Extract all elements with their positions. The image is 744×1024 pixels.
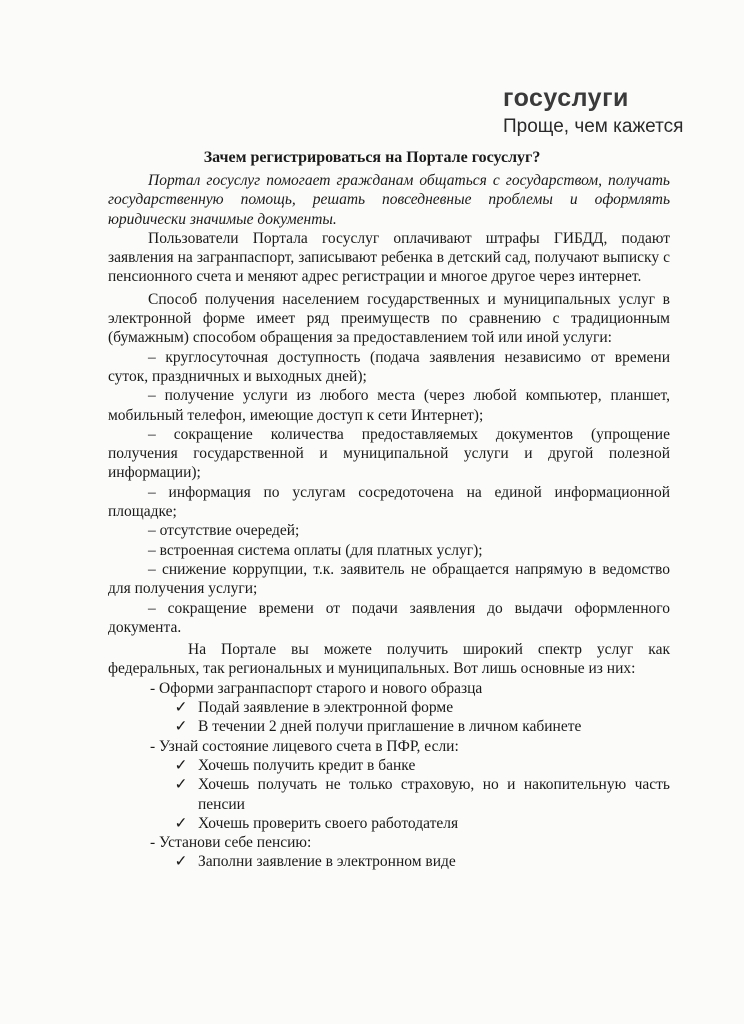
- service-step: [150, 775, 670, 814]
- check-icon: ✓: [174, 756, 188, 774]
- step-text: Подай заявление в электронной форме: [198, 699, 454, 717]
- intro-paragraph: Портал госуслуг помогает гражданам общаться с государством, получать государственную помощь, решать повседневные проблемы и оформлять юридически значимые документы.: [108, 172, 670, 228]
- service-step: [150, 756, 670, 775]
- service-group: [108, 737, 670, 833]
- service-step: [150, 852, 670, 871]
- advantage-item: – информация по услугам сосредоточена на единой информационной площадке;: [108, 483, 670, 521]
- advantage-item: – круглосуточная доступность (подача заявления независимо от времени суток, праздничных и выходных дней);: [108, 348, 670, 385]
- step-text: Хочешь получать не только страховую, но и накопительную часть пенсии: [198, 776, 670, 813]
- step-text: Хочешь проверить своего работодателя: [198, 814, 459, 832]
- paragraph-users: Пользователи Портала госуслуг оплачивают штрафы ГИБДД, подают заявления на загранпаспорт, записывают ребенка в детский сад, получают выписку с пенсионного счета и меняют адрес регистрации и многое другое через интернет.: [108, 229, 670, 286]
- service-step: [150, 717, 670, 736]
- check-icon: ✓: [174, 814, 188, 832]
- service-title: - Установи себе пенсию:: [150, 834, 312, 852]
- check-icon: ✓: [174, 699, 188, 717]
- advantage-item: – получение услуги из любого места (через любой компьютер, планшет, мобильный телефон, имеющие доступ к сети Интернет);: [108, 387, 670, 424]
- advantage-item: – отсутствие очередей;: [148, 522, 300, 540]
- brand-name: госуслуги: [503, 84, 629, 112]
- check-icon: ✓: [174, 718, 188, 736]
- service-step: [150, 814, 670, 833]
- service-group: [108, 833, 670, 872]
- paragraph-method: Способ получения населением государственных и муниципальных услуг в электронной форме имеет ряд преимуществ по сравнению с традиционным (бумажным) способом обращения за предоставлением той или иной услуги:: [108, 290, 670, 347]
- document-body: [108, 171, 670, 872]
- service-title: - Узнай состояние лицевого счета в ПФР, если:: [150, 737, 459, 755]
- advantage-item: – сокращение времени от подачи заявления до выдачи оформленного документа.: [108, 599, 670, 636]
- gosuslugi-logo: [503, 84, 683, 140]
- step-text: В течении 2 дней получи приглашение в личном кабинете: [198, 718, 582, 736]
- advantage-item: – сокращение количества предоставляемых документов (упрощение получения государственной и муниципальной услуги и другой полезной информации);: [108, 425, 670, 482]
- services-list: [108, 679, 670, 872]
- step-text: Заполни заявление в электронном виде: [198, 853, 456, 871]
- advantage-item: – встроенная система оплаты (для платных услуг);: [148, 541, 483, 559]
- advantage-item: – снижение коррупции, т.к. заявитель не обращается напрямую в ведомство для получения услуги;: [108, 560, 670, 598]
- service-group: [108, 679, 670, 737]
- check-icon: ✓: [174, 776, 188, 794]
- service-steps: [150, 698, 670, 737]
- service-steps: [150, 756, 670, 833]
- brand-tagline: Проще, чем кажется: [503, 116, 684, 137]
- service-steps: [150, 852, 670, 871]
- step-text: Хочешь получить кредит в банке: [198, 756, 416, 774]
- service-title: - Оформи загранпаспорт старого и нового образца: [150, 679, 483, 697]
- service-step: [150, 698, 670, 717]
- check-icon: ✓: [174, 853, 188, 871]
- page-title: Зачем регистрироваться на Портале госуслуг?: [203, 149, 541, 166]
- services-intro: На Портале вы можете получить широкий спектр услуг как федеральных, так региональных и муниципальных. Вот лишь основные из них:: [108, 641, 670, 678]
